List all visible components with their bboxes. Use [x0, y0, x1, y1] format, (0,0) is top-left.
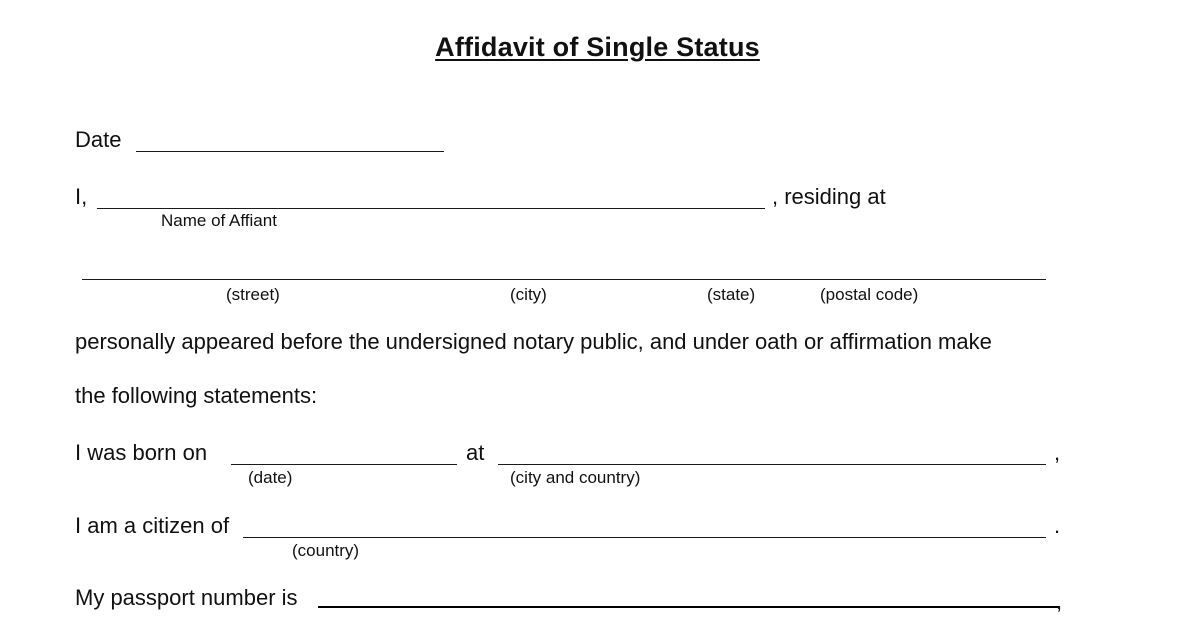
citizen-end-punct: . [1054, 513, 1061, 538]
passport-end-punct: , [1056, 589, 1063, 614]
born-end-punct: , [1054, 440, 1061, 465]
state-caption: (state) [707, 285, 756, 304]
citizen-label: I am a citizen of [75, 513, 230, 538]
birth-date-field[interactable] [231, 464, 457, 465]
postal-code-caption: (postal code) [820, 285, 919, 304]
birth-place-field[interactable] [498, 464, 1046, 465]
affiant-name-field[interactable] [97, 208, 765, 209]
at-label: at [466, 440, 485, 465]
statement-line-1: personally appeared before the undersigned notary public, and under oath or affirmation make [75, 329, 992, 354]
name-caption: Name of Affiant [161, 211, 277, 230]
city-caption: (city) [510, 285, 547, 304]
date-label: Date [75, 127, 122, 152]
born-label: I was born on [75, 440, 208, 465]
street-caption: (street) [226, 285, 280, 304]
country-caption: (country) [292, 541, 360, 560]
passport-label: My passport number is [75, 585, 298, 610]
date-field[interactable] [136, 151, 444, 152]
address-field[interactable] [82, 279, 1046, 280]
document-title: Affidavit of Single Status [435, 32, 760, 62]
birth-date-caption: (date) [248, 468, 293, 487]
passport-number-field[interactable] [318, 606, 1060, 608]
intro-prefix: I, [75, 184, 88, 209]
statement-line-2: the following statements: [75, 383, 318, 408]
citizenship-field[interactable] [243, 537, 1046, 538]
birth-place-caption: (city and country) [510, 468, 641, 487]
residing-label: , residing at [772, 184, 886, 209]
